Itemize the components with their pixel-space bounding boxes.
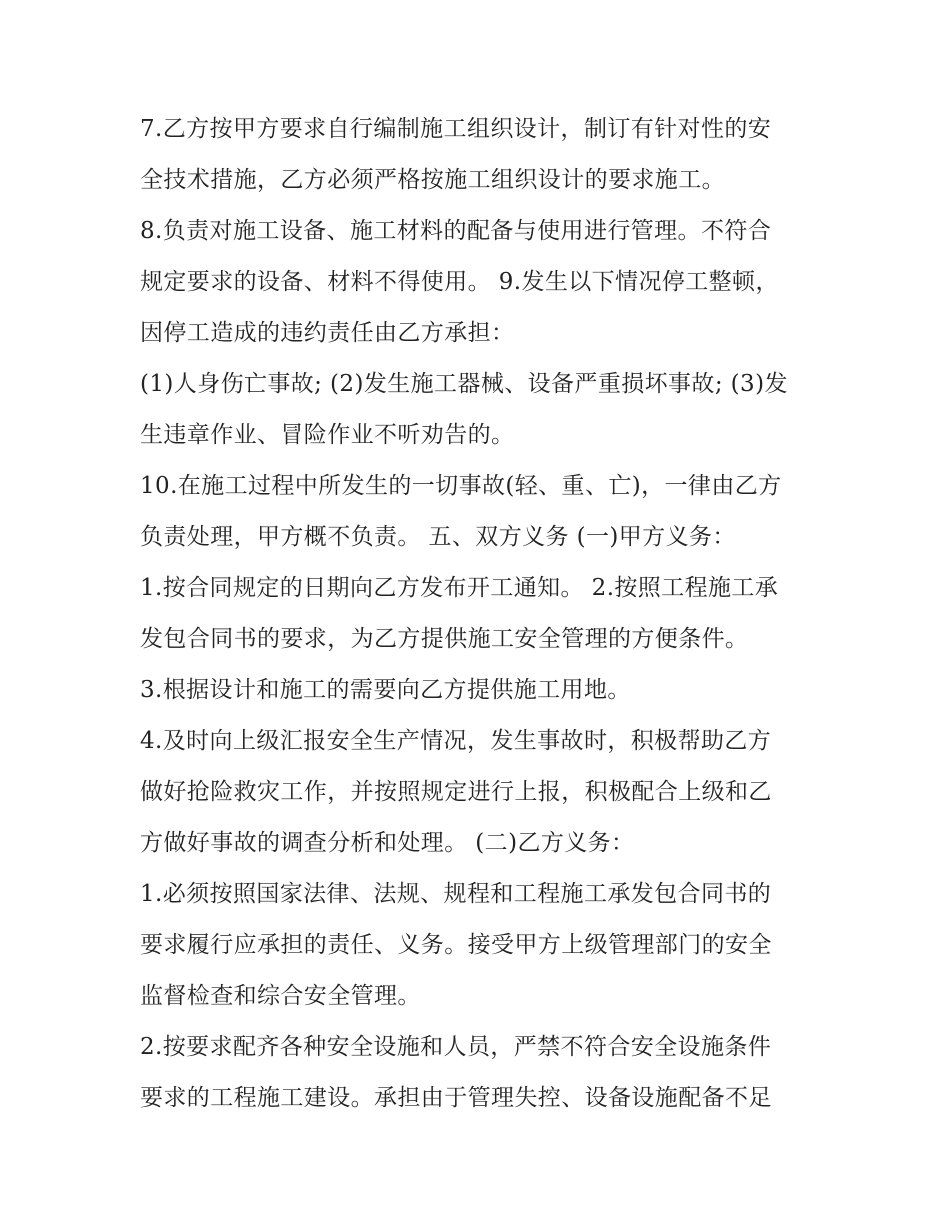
text-line: 1.必须按照国家法律、法规、规程和工程施工承发包合同书的 xyxy=(140,881,772,907)
text-line: 要求履行应承担的责任、义务。接受甲方上级管理部门的安全 xyxy=(140,932,772,958)
text-line: 生违章作业、冒险作业不听劝告的。 xyxy=(140,422,515,448)
text-line: 10.在施工过程中所发生的一切事故(轻、重、亡)，一律由乙方 xyxy=(140,473,782,499)
text-line: 3.根据设计和施工的需要向乙方提供施工用地。 xyxy=(140,677,631,703)
text-line: 负责处理，甲方概不负责。 五、双方义务 (一)甲方义务： xyxy=(140,524,736,550)
text-line: 监督检查和综合安全管理。 xyxy=(140,983,421,1009)
text-line: 要求的工程施工建设。承担由于管理失控、设备设施配备不足 xyxy=(140,1085,772,1111)
text-line: 7.乙方按甲方要求自行编制施工组织设计，制订有针对性的安 xyxy=(140,116,772,142)
text-line: 1.按合同规定的日期向乙方发布开工通知。 2.按照工程施工承 xyxy=(140,575,779,601)
document-body xyxy=(140,104,820,1124)
text-line: 4.及时向上级汇报安全生产情况，发生事故时，积极帮助乙方 xyxy=(140,728,772,754)
text-line: 方做好事故的调查分析和处理。 (二)乙方义务： xyxy=(140,830,635,856)
text-line: 因停工造成的违约责任由乙方承担： xyxy=(140,320,515,346)
text-line: (1)人身伤亡事故; (2)发生施工器械、设备严重损坏事故; (3)发 xyxy=(140,371,788,397)
text-line: 8.负责对施工设备、施工材料的配备与使用进行管理。不符合 xyxy=(140,218,772,244)
text-line: 做好抢险救灾工作，并按照规定进行上报，积极配合上级和乙 xyxy=(140,779,772,805)
text-line: 全技术措施，乙方必须严格按施工组织设计的要求施工。 xyxy=(140,167,725,193)
text-line: 规定要求的设备、材料不得使用。 9.发生以下情况停工整顿， xyxy=(140,269,779,295)
text-line: 发包合同书的要求，为乙方提供施工安全管理的方便条件。 xyxy=(140,626,749,652)
text-line: 2.按要求配齐各种安全设施和人员，严禁不符合安全设施条件 xyxy=(140,1034,772,1060)
